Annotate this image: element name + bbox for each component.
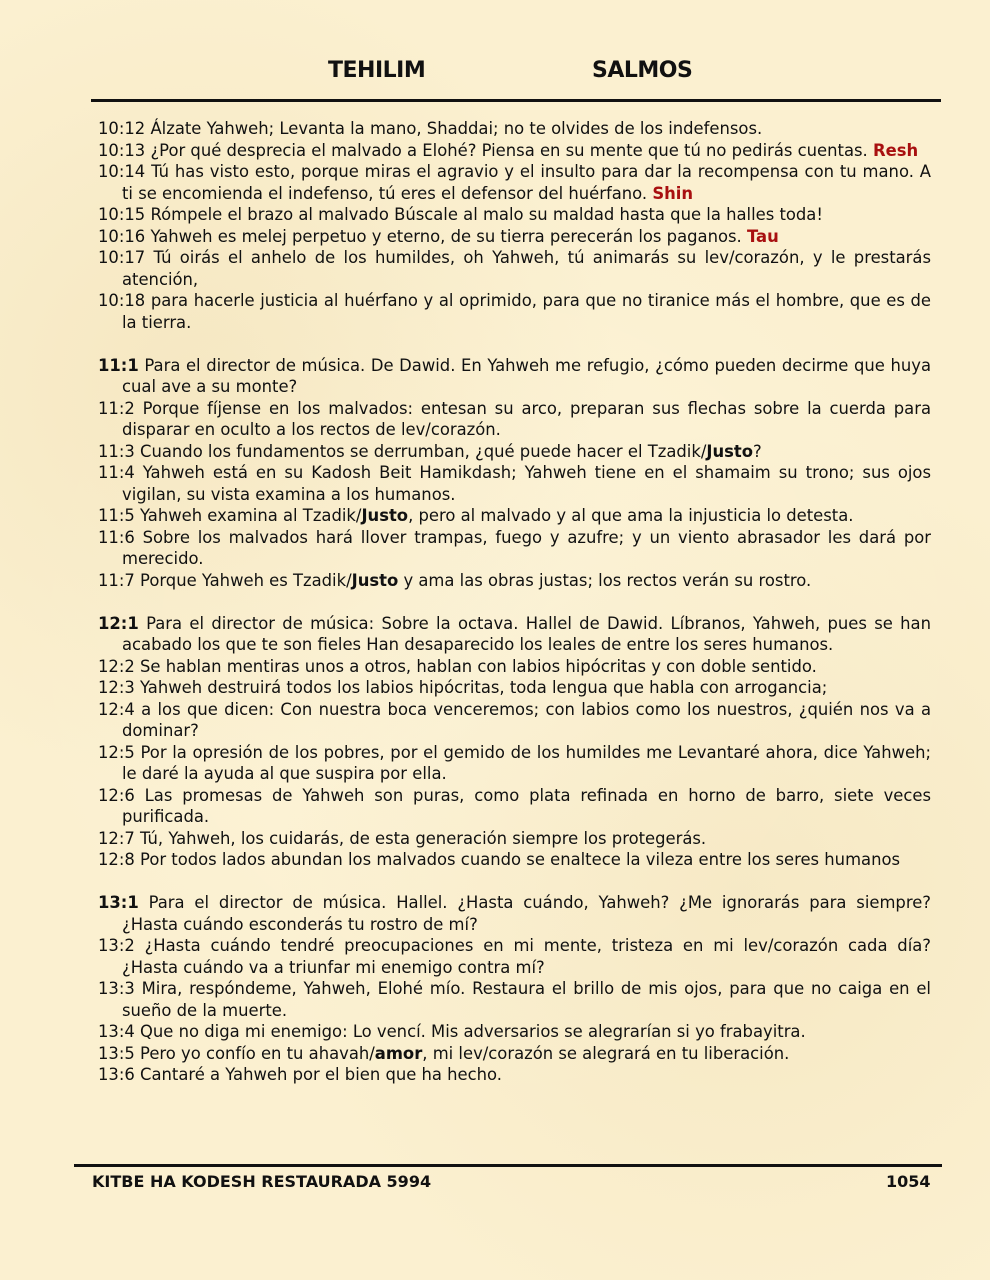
verse-number: 11:5 [98, 506, 135, 525]
verse [98, 935, 931, 978]
verse-number: 12:3 [98, 678, 135, 697]
verse-number: 11:4 [98, 463, 135, 482]
verse-text-continued: ? [752, 441, 762, 461]
verse [98, 1064, 931, 1086]
verse-number: 10:17 [98, 248, 146, 267]
page-number: 1054 [886, 1172, 931, 1191]
verse-number: 12:2 [98, 656, 135, 676]
verse [98, 1021, 931, 1043]
verse-text: a los que dicen: Con nuestra boca venceremos; con labios como los nuestros, ¿quién nos va a dominar? [122, 699, 931, 740]
verse-number: 13:6 [98, 1065, 135, 1084]
verse-number: 10:16 [98, 226, 146, 246]
verse-text: Porque Yahweh es Tzadik/ [134, 570, 352, 590]
hebrew-letter-marker: Resh [872, 140, 919, 160]
paragraph-gap [98, 333, 931, 355]
verse-number: 12:4 [98, 699, 135, 719]
verse-number: 11:1 [98, 355, 139, 375]
verse-text: Por todos lados abundan los malvados cuando se enaltece la vileza entre los seres humanos [134, 850, 901, 869]
verse-text: Rómpele el brazo al malvado Búscale al malo su maldad hasta que la halles toda! [145, 205, 823, 224]
verse [98, 892, 931, 935]
verse [98, 849, 931, 871]
verse [98, 161, 931, 204]
footer-divider [74, 1164, 942, 1167]
paragraph-gap [98, 871, 931, 893]
verse [98, 613, 931, 656]
verse [98, 204, 931, 226]
verse-number: 11:7 [98, 570, 135, 590]
verse [98, 828, 931, 850]
verse-number: 11:6 [98, 527, 135, 547]
verse [98, 398, 931, 441]
paragraph-gap [98, 591, 931, 613]
verse-text: Por la opresión de los pobres, por el gemido de los humildes me Levantaré ahora, dice Yahweh; le daré la ayuda al que suspira por ella. [122, 742, 931, 783]
verse [98, 742, 931, 785]
header-title-hebrew: TEHILIM [328, 58, 426, 83]
verse-text: ¿Por qué desprecia el malvado a Elohé? Piensa en su mente que tú no pedirás cuentas. [145, 140, 873, 160]
verse-number: 11:3 [98, 441, 135, 461]
verse-text: Yahweh está en su Kadosh Beit Hamikdash; Yahweh tiene en el shamaim su trono; sus ojos vigilan, su vista examina a los humanos. [122, 463, 931, 504]
verse-text: Álzate Yahweh; Levanta la mano, Shaddai; no te olvides de los indefensos. [145, 119, 763, 138]
verse [98, 978, 931, 1021]
verse-text: Sobre los malvados hará llover trampas, fuego y azufre; y un viento abrasador les dará por merecido. [122, 527, 931, 568]
verse [98, 290, 931, 333]
verse-text: Para el director de música. Hallel. ¿Hasta cuándo, Yahweh? ¿Me ignorarás para siempre? ¿Hasta cuándo esconderás tu rostro de mí? [122, 893, 931, 934]
verse-text: para hacerle justicia al huérfano y al oprimido, para que no tiranice más el hombre, que es de la tierra. [122, 291, 931, 332]
verse-number: 12:8 [98, 850, 135, 869]
verse-number: 13:3 [98, 979, 135, 998]
verse [98, 785, 931, 828]
verse [98, 699, 931, 742]
verse-number: 10:18 [98, 291, 146, 310]
verse [98, 140, 931, 162]
verse-emphasis: Justo [361, 506, 409, 525]
header-divider [91, 99, 941, 102]
hebrew-letter-marker: Shin [652, 183, 694, 203]
verse-number: 13:2 [98, 936, 135, 955]
verse [98, 118, 931, 140]
verse-number: 13:5 [98, 1043, 135, 1063]
verse-text: Para el director de música. De Dawid. En Yahweh me refugio, ¿cómo pueden decirme que huya cual ave a su monte? [122, 355, 931, 396]
verse [98, 527, 931, 570]
verse-text: Tú, Yahweh, los cuidarás, de esta generación siempre los protegerás. [134, 828, 707, 848]
verse [98, 441, 931, 463]
verse-text: Las promesas de Yahweh son puras, como plata refinada en horno de barro, siete veces purificada. [122, 785, 931, 826]
verse [98, 226, 931, 248]
verse-number: 12:7 [98, 828, 135, 848]
verse-text: Yahweh destruirá todos los labios hipócritas, toda lengua que habla con arrogancia; [134, 678, 828, 697]
verse-list [98, 118, 931, 1086]
verse-text: Tú oirás el anhelo de los humildes, oh Yahweh, tú animarás su lev/corazón, y le prestarás atención, [122, 248, 931, 289]
verse [98, 355, 931, 398]
verse-number: 11:2 [98, 398, 135, 418]
verse-number: 12:5 [98, 742, 135, 762]
verse-text: Yahweh examina al Tzadik/ [134, 506, 362, 525]
verse-text: Cantaré a Yahweh por el bien que ha hecho. [134, 1065, 502, 1084]
verse-emphasis: Justo [351, 570, 399, 590]
verse-number: 10:14 [98, 162, 146, 181]
verse-emphasis: Justo [706, 441, 753, 461]
verse-number: 10:12 [98, 119, 146, 138]
verse [98, 505, 931, 527]
verse-text: Que no diga mi enemigo: Lo vencí. Mis adversarios se alegrarían si yo frabayitra. [134, 1022, 806, 1041]
verse-text: Cuando los fundamentos se derrumban, ¿qué puede hacer el Tzadik/ [134, 441, 707, 461]
page-footer [0, 1172, 990, 1196]
footer-book-title: KITBE HA KODESH RESTAURADA 5994 [92, 1172, 432, 1191]
header-title-spanish: SALMOS [592, 58, 693, 83]
verse [98, 570, 931, 592]
verse-text: Para el director de música: Sobre la octava. Hallel de Dawid. Líbranos, Yahweh, pues se han acabado los que te son fieles Han desaparecido los leales de entre los seres humanos. [122, 613, 931, 654]
verse-text-continued: , pero al malvado y al que ama la injusticia lo detesta. [408, 506, 854, 525]
verse-number: 10:13 [98, 140, 146, 160]
verse-text: Tú has visto esto, porque miras el agravio y el insulto para dar la recompensa con tu mano. A ti se encomienda el indefenso, tú eres el defensor del huérfano. [122, 162, 931, 203]
verse-text: ¿Hasta cuándo tendré preocupaciones en mi mente, tristeza en mi lev/corazón cada día? ¿Hasta cuándo va a triunfar mi enemigo contra mí? [122, 936, 931, 977]
verse-text: Yahweh es melej perpetuo y eterno, de su tierra perecerán los paganos. [145, 226, 747, 246]
verse-text-continued: , mi lev/corazón se alegrará en tu liberación. [422, 1043, 790, 1063]
verse-text: Mira, respóndeme, Yahweh, Elohé mío. Restaura el brillo de mis ojos, para que no caiga en el sueño de la muerte. [122, 979, 931, 1020]
verse-number: 12:6 [98, 785, 135, 805]
verse [98, 1043, 931, 1065]
verse-number: 13:1 [98, 893, 139, 912]
verse [98, 462, 931, 505]
verse-number: 13:4 [98, 1022, 135, 1041]
verse-text-continued: y ama las obras justas; los rectos verán su rostro. [398, 570, 812, 590]
verse-text: Pero yo confío en tu ahavah/ [134, 1043, 375, 1063]
verse-text: Porque fíjense en los malvados: entesan su arco, preparan sus flechas sobre la cuerda para disparar en oculto a los rectos de lev/corazón. [122, 398, 931, 439]
verse-number: 10:15 [98, 205, 146, 224]
verse-text: Se hablan mentiras unos a otros, hablan con labios hipócritas y con doble sentido. [134, 656, 817, 676]
verse [98, 656, 931, 678]
verse [98, 677, 931, 699]
page-header [0, 58, 990, 92]
hebrew-letter-marker: Tau [746, 226, 779, 246]
verse-emphasis: amor [374, 1043, 423, 1063]
verse-number: 12:1 [98, 613, 139, 633]
verse [98, 247, 931, 290]
